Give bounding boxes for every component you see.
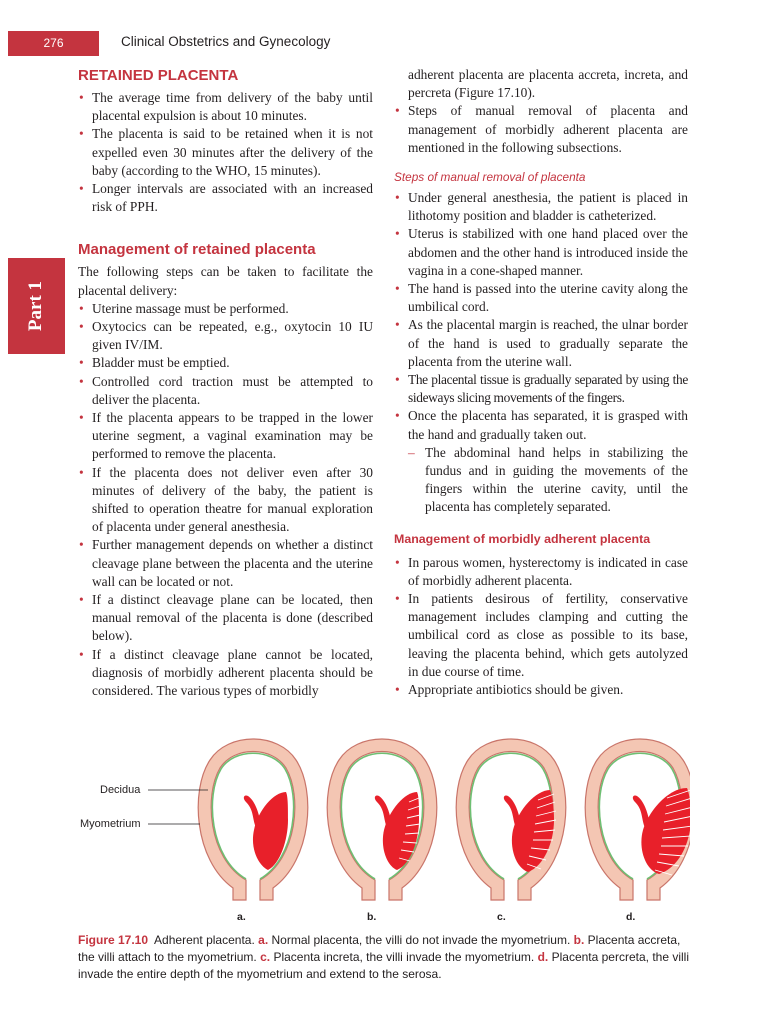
- panel-d-placenta-percreta: [585, 739, 690, 900]
- list-item: • Uterine massage must be performed.: [78, 300, 373, 318]
- caption-b-text: Placenta accreta, the villi attach to the myometrium.: [78, 933, 681, 964]
- list-item: • Longer intervals are associated with an increased risk of PPH.: [78, 180, 373, 216]
- panel-label-c: c.: [497, 911, 506, 923]
- list-item: • The hand is passed into the uterine cavity along the umbilical cord.: [394, 280, 688, 316]
- list-item: • Bladder must be emptied.: [78, 354, 373, 372]
- panel-c-placenta-increta: [456, 739, 566, 900]
- list-item: • Oxytocics can be repeated, e.g., oxytocin 10 IU given IV/IM.: [78, 318, 373, 354]
- label-decidua: Decidua: [100, 784, 141, 796]
- list-item: • Uterus is stabilized with one hand placed over the abdomen and the other hand is introduced inside the vagina in a cone-shaped manner.: [394, 225, 688, 280]
- caption-b-label: b.: [573, 933, 585, 947]
- list-item: • The placental tissue is gradually separated by using the sideways slicing movements of the fingers.: [394, 371, 688, 407]
- page-number: 276: [43, 36, 64, 50]
- list-item: • Once the placenta has separated, it is grasped with the hand and gradually taken out.: [394, 407, 688, 443]
- list-item: • The average time from delivery of the baby until placental expulsion is about 10 minutes.: [78, 89, 373, 125]
- list-item-continuation: adherent placenta are placenta accreta, increta, and percreta (Figure 17.10).: [408, 67, 688, 101]
- caption-a-text: Normal placenta, the villi do not invade the myometrium.: [271, 933, 571, 947]
- figure-caption: [78, 932, 690, 983]
- morbid-list: [394, 554, 688, 700]
- list-item: • Steps of manual removal of placenta and management of morbidly adherent placenta are mentioned in the following subsections.: [394, 102, 688, 157]
- continuation-list: [394, 66, 688, 157]
- list-item: • The placenta is said to be retained when it is not expelled even 30 minutes after the delivery of the baby (according to the WHO, 15 minutes).: [78, 125, 373, 180]
- panel-a-normal-placenta: [198, 739, 308, 900]
- part-side-tab-label: Part 1: [25, 280, 47, 332]
- list-item: • If the placenta appears to be trapped in the lower uterine segment, a vaginal examination may be performed to remove the placenta.: [78, 409, 373, 464]
- list-item: • In patients desirous of fertility, conservative management includes clamping and cutting the umbilical cord as close as possible to its base, leaving the placenta behind, which gets autolyzed in due course of time.: [394, 590, 688, 681]
- heading-morbidly-adherent: Management of morbidly adherent placenta: [394, 531, 651, 546]
- heading-management-retained: Management of retained placenta: [78, 241, 316, 259]
- panel-label-b: b.: [367, 911, 377, 923]
- list-item: • If a distinct cleavage plane cannot be located, diagnosis of morbidly adherent placenta should be considered. The various types of morbidly: [78, 646, 373, 701]
- left-column: [78, 66, 373, 700]
- list-item: • If a distinct cleavage plane can be located, then manual removal of the placenta is done (described below).: [78, 591, 373, 646]
- steps-list: [394, 189, 688, 517]
- caption-d-text: Placenta percreta, the villi invade the entire depth of the myometrium and extend to the serosa.: [78, 950, 689, 981]
- caption-intro: Adherent placenta.: [154, 933, 255, 947]
- heading-steps-manual-removal: Steps of manual removal of placenta: [394, 170, 586, 185]
- adherent-placenta-figure: [80, 730, 690, 930]
- panel-b-placenta-accreta: [327, 739, 437, 900]
- panel-label-a: a.: [237, 911, 246, 923]
- sub-list-item: – The abdominal hand helps in stabilizing the fundus and in guiding the movements of the fingers within the uterine cavity, until the placenta has completely separated.: [394, 444, 688, 517]
- part-side-tab-label-wrap: [8, 258, 65, 354]
- running-title: Clinical Obstetrics and Gynecology: [121, 34, 331, 49]
- label-myometrium: Myometrium: [80, 818, 141, 830]
- list-item: • Under general anesthesia, the patient is placed in lithotomy position and bladder is catheterized.: [394, 189, 688, 225]
- retained-list: [78, 89, 373, 216]
- panel-label-d: d.: [626, 911, 636, 923]
- list-item: • In parous women, hysterectomy is indicated in case of morbidly adherent placenta.: [394, 554, 688, 590]
- list-item: • Further management depends on whether a distinct cleavage plane between the placenta and the uterine wall can be located or not.: [78, 536, 373, 591]
- caption-figure-label: Figure 17.10: [78, 933, 149, 947]
- management-intro: The following steps can be taken to facilitate the placental delivery:: [78, 264, 373, 298]
- list-item: • If the placenta does not deliver even after 30 minutes of delivery of the baby, the patient is shifted to operation theatre for manual exploration of placenta under general anesthesia.: [78, 464, 373, 537]
- management-list: [78, 300, 373, 700]
- list-item: • Controlled cord traction must be attempted to deliver the placenta.: [78, 373, 373, 409]
- caption-a-label: a.: [258, 933, 269, 947]
- caption-c-label: c.: [260, 950, 271, 964]
- list-item: • As the placental margin is reached, the ulnar border of the hand is used to gradually separate the placenta from the uterine wall.: [394, 316, 688, 371]
- caption-d-label: d.: [537, 950, 549, 964]
- list-item: • Appropriate antibiotics should be given.: [394, 681, 688, 699]
- caption-c-text: Placenta increta, the villi invade the myometrium.: [273, 950, 535, 964]
- right-column: [394, 66, 688, 699]
- heading-retained-placenta: RETAINED PLACENTA: [78, 67, 239, 84]
